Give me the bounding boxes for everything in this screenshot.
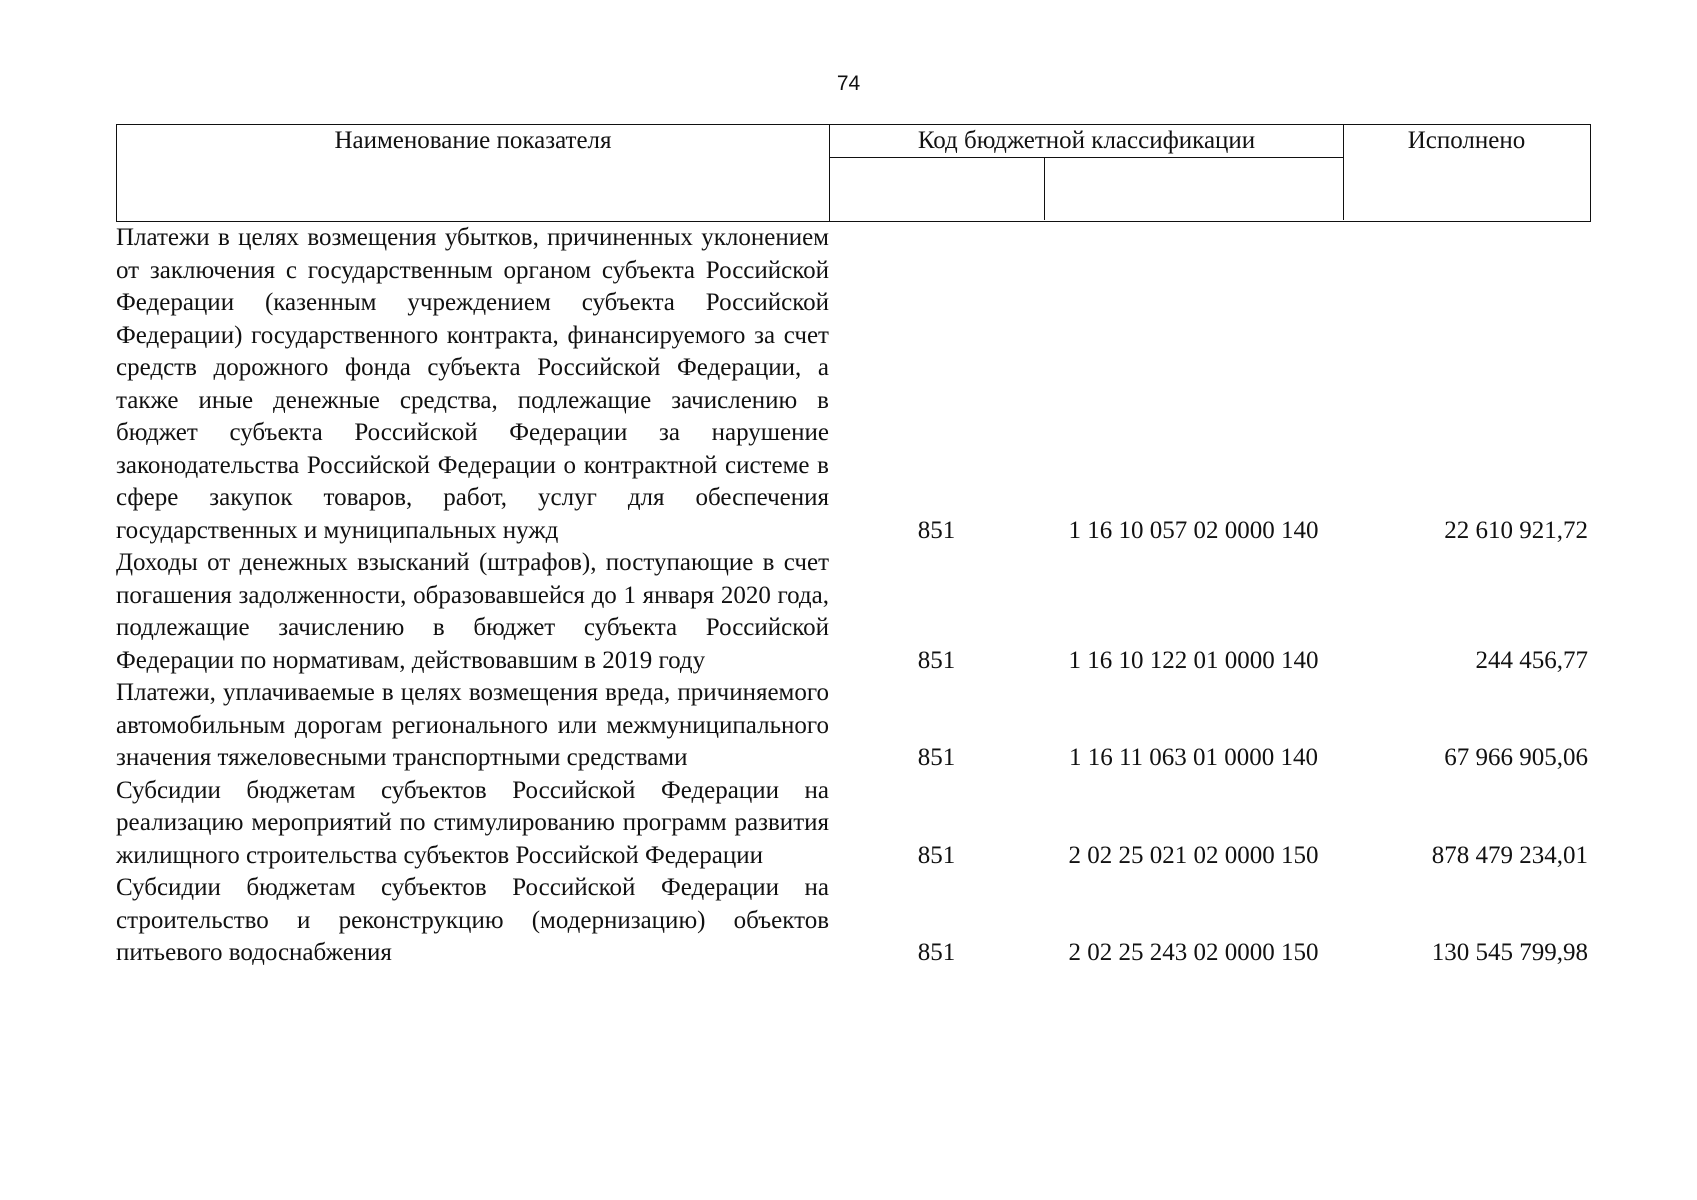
row-classification-code: 1 16 11 063 01 0000 140 bbox=[1068, 744, 1319, 771]
row-indicator-name: Субсидии бюджетам субъектов Российской Федерации на строительство и реконструкцию (модернизацию) объектов питьевого водоснабжения bbox=[116, 874, 829, 966]
header-executed: Исполнено bbox=[1407, 127, 1526, 154]
table-row bbox=[116, 872, 1591, 970]
row-admin-code: 851 bbox=[917, 646, 956, 674]
header-admin-code-cell bbox=[830, 158, 1045, 220]
header-income-code-cell bbox=[1045, 158, 1344, 220]
row-executed-value: 22 610 921,72 bbox=[1444, 516, 1588, 544]
row-indicator-name: Платежи в целях возмещения убытков, причиненных уклонением от заключения с государственным органом субъекта Российской Федерации (казенным учреждением субъекта Российской Федерации) государственного контракта, финансируемого за счет средств дорожного фонда субъекта Российской Федерации, а также иные денежные средства, подлежащие зачислению в бюджет субъекта Российской Федерации за нарушение законодательства Российской Федерации о контрактной системе в сфере закупок товаров, работ, услуг для обеспечения государственных и муниципальных нужд bbox=[116, 224, 829, 544]
table-row bbox=[116, 547, 1591, 677]
row-classification-code: 2 02 25 243 02 0000 150 bbox=[1068, 939, 1319, 966]
table-body bbox=[116, 222, 1591, 970]
row-executed-value: 878 479 234,01 bbox=[1431, 841, 1588, 869]
row-admin-code: 851 bbox=[917, 516, 956, 544]
row-executed-value: 130 545 799,98 bbox=[1431, 939, 1588, 966]
header-indicator-name: Наименование показателя bbox=[117, 125, 830, 221]
row-admin-code: 851 bbox=[917, 744, 956, 771]
table-row bbox=[116, 222, 1591, 547]
header-budget-classification-code: Код бюджетной классификации bbox=[830, 125, 1344, 158]
row-classification-code: 1 16 10 057 02 0000 140 bbox=[1068, 516, 1319, 544]
row-indicator-name: Субсидии бюджетам субъектов Российской Федерации на реализацию мероприятий по стимулированию программ развития жилищного строительства субъектов Российской Федерации bbox=[116, 776, 829, 869]
page-number: 74 bbox=[836, 72, 861, 95]
row-admin-code: 851 bbox=[917, 841, 956, 869]
row-admin-code: 851 bbox=[917, 939, 956, 966]
row-classification-code: 2 02 25 021 02 0000 150 bbox=[1068, 841, 1319, 869]
table-row bbox=[116, 775, 1591, 873]
row-executed-value: 244 456,77 bbox=[1475, 646, 1588, 674]
row-executed-value: 67 966 905,06 bbox=[1444, 744, 1588, 771]
row-classification-code: 1 16 10 122 01 0000 140 bbox=[1068, 646, 1319, 674]
row-indicator-name: Платежи, уплачиваемые в целях возмещения вреда, причиняемого автомобильным дорогам регионального или межмуниципального значения тяжеловесными транспортными средствами bbox=[116, 679, 829, 771]
table-header bbox=[116, 124, 1591, 222]
row-indicator-name: Доходы от денежных взысканий (штрафов), поступающие в счет погашения задолженности, образовавшейся до 1 января 2020 года, подлежащие зачислению в бюджет субъекта Российской Федерации по нормативам, действовавшим в 2019 году bbox=[116, 549, 829, 674]
table-row bbox=[116, 677, 1591, 775]
